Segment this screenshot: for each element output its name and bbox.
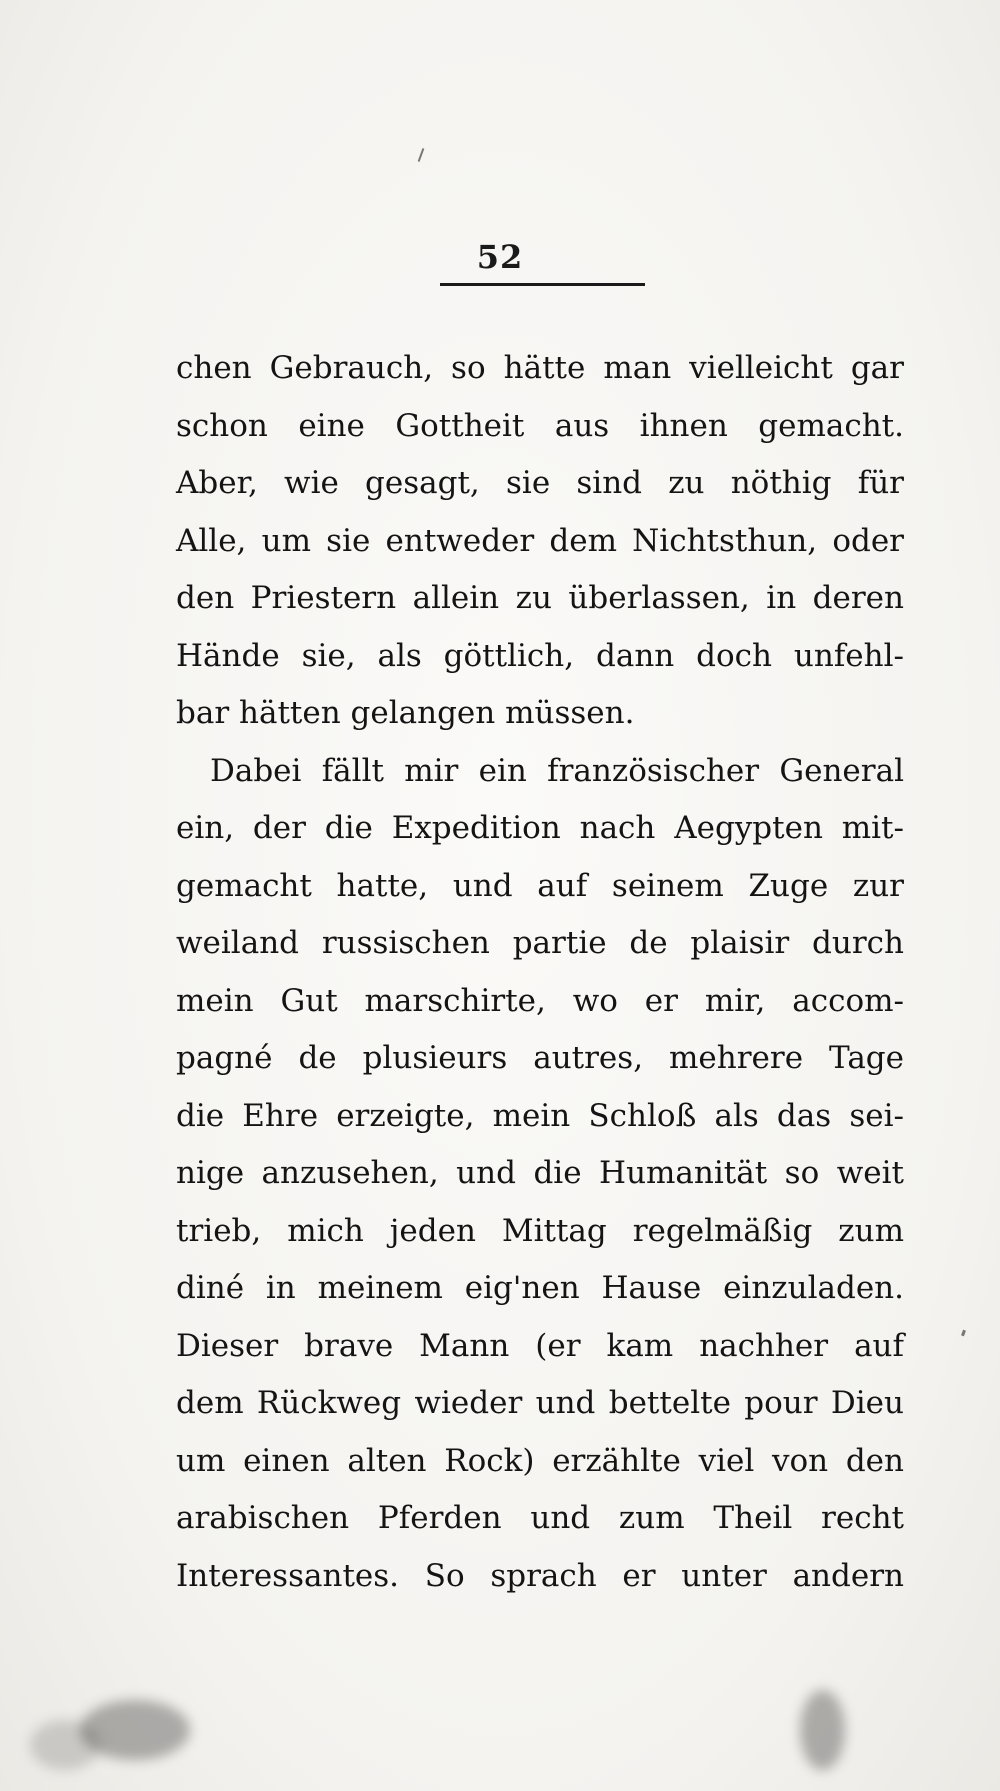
text-line: trieb, mich jeden Mittag regelmäßig zum	[176, 1212, 904, 1249]
text-line: den Priestern allein zu überlassen, in deren	[176, 580, 904, 616]
text-line: ein, der die Expedition nach Aegypten mit-	[176, 810, 904, 846]
text-line: gemacht hatte, und auf seinem Zuge zur	[176, 867, 904, 904]
text-line: Hände sie, als göttlich, dann doch unfehl-	[176, 637, 904, 674]
text-line: bar hätten gelangen müssen.	[176, 695, 635, 731]
text-line: die Ehre erzeigte, mein Schloß als das sei-	[176, 1097, 904, 1134]
text-line: Aber, wie gesagt, sie sind zu nöthig für	[176, 465, 904, 501]
text-line: weiland russischen partie de plaisir durch	[176, 925, 904, 961]
body-text	[176, 340, 904, 1605]
page-number: 52	[476, 238, 524, 276]
ink-smudge	[800, 1690, 845, 1770]
text-line: nige anzusehen, und die Humanität so weit	[176, 1155, 904, 1191]
text-line: arabischen Pferden und zum Theil recht	[176, 1500, 904, 1536]
text-line: Dieser brave Mann (er kam nachher auf	[176, 1327, 904, 1364]
header-rule	[440, 283, 645, 286]
text-line: um einen alten Rock) erzählte viel von den	[176, 1442, 904, 1479]
text-line: diné in meinem eig'nen Hause einzuladen.	[176, 1270, 904, 1306]
text-line: mein Gut marschirte, wo er mir, accom-	[176, 982, 904, 1019]
text-line: pagné de plusieurs autres, mehrere Tage	[176, 1040, 904, 1076]
paragraph-start-line: Dabei fällt mir ein französischer General	[210, 752, 904, 789]
ink-smudge	[30, 1720, 100, 1770]
text-line: Interessantes. So sprach er unter andern	[176, 1557, 904, 1594]
text-line: Alle, um sie entweder dem Nichtsthun, oder	[176, 522, 904, 559]
text-line: dem Rückweg wieder und bettelte pour Dieu	[176, 1385, 904, 1421]
text-line: schon eine Gottheit aus ihnen gemacht.	[176, 407, 904, 444]
text-line: chen Gebrauch, so hätte man vielleicht gar	[176, 350, 904, 386]
stray-mark	[961, 1330, 966, 1337]
stray-mark	[418, 148, 425, 162]
